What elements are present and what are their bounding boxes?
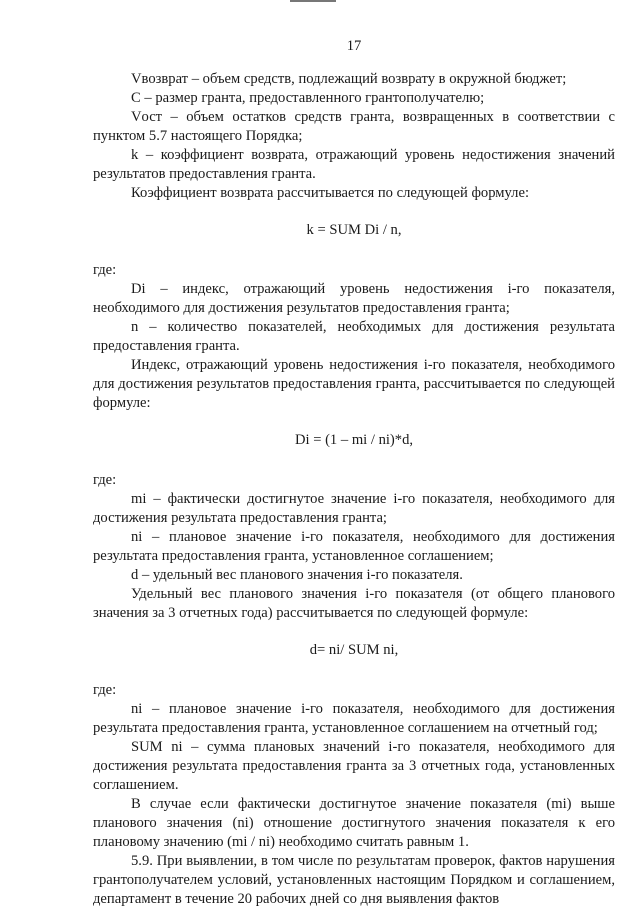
page-number: 17 [346,38,362,54]
paragraph-grant-size: C – размер гранта, предоставленного грантополучателю; [131,90,485,106]
paragraph-di-definition: Di – индекс, отражающий уровень недостижения i-го показателя, необходимого для достижения результатов предоставления гранта; [93,281,615,316]
paragraph-d-formula-intro: Удельный вес планового значения i-го показателя (от общего планового значения за 3 отчетных года) рассчитывается по следующей формуле: [93,586,615,621]
formula-k: k = SUM Di / n, [306,222,402,238]
where-label: где: [93,262,117,278]
paragraph-k-definition: k – коэффициент возврата, отражающий уровень недостижения значений результатов предоставления гранта. [93,147,615,182]
paragraph-di-formula-intro: Индекс, отражающий уровень недостижения i-го показателя, необходимого для достижения результатов предоставления гранта, рассчитывается по следующей формуле: [93,357,615,411]
paragraph-ratio-cap: В случае если фактически достигнутое значение показателя (mi) выше планового значения (ni) отношение достигнутого значения показателя к его плановому значению (mi / ni) необходимо считать равным 1. [93,796,615,850]
paragraph-section-5-9: 5.9. При выявлении, в том числе по результатам проверок, фактов нарушения грантополучателем условий, установленных настоящим Порядком и соглашением, департамент в течение 20 рабочих дней со дня выявления фактов [93,853,615,907]
top-edge-line [290,0,336,2]
paragraph-vreturn: Vвозврат – объем средств, подлежащий возврату в окружной бюджет; [131,71,567,87]
paragraph-n-definition: n – количество показателей, необходимых для достижения результата предоставления гранта. [93,319,615,354]
paragraph-k-formula-intro: Коэффициент возврата рассчитывается по следующей формуле: [131,185,529,201]
paragraph-ni-annual-definition: ni – плановое значение i-го показателя, необходимого для достижения результата предоставления гранта, установленное соглашением на отчетный год; [93,701,615,736]
document-page [93,30,615,909]
formula-di: Di = (1 – mi / ni)*d, [294,432,414,448]
paragraph-vost: Vост – объем остатков средств гранта, возвращенных в соответствии с пунктом 5.7 настоящего Порядка; [93,109,615,144]
paragraph-d-definition: d – удельный вес планового значения i-го показателя. [131,567,463,583]
where-label: где: [93,682,117,698]
where-label: где: [93,472,117,488]
paragraph-mi-definition: mi – фактически достигнутое значение i-го показателя, необходимого для достижения результата предоставления гранта; [93,491,615,526]
formula-d: d= ni/ SUM ni, [309,642,399,658]
paragraph-sum-ni-definition: SUM ni – сумма плановых значений i-го показателя, необходимого для достижения результата предоставления гранта за 3 отчетных года, установленных соглашением. [93,739,615,793]
paragraph-ni-definition: ni – плановое значение i-го показателя, необходимого для достижения результата предоставления гранта, установленное соглашением; [93,529,615,564]
